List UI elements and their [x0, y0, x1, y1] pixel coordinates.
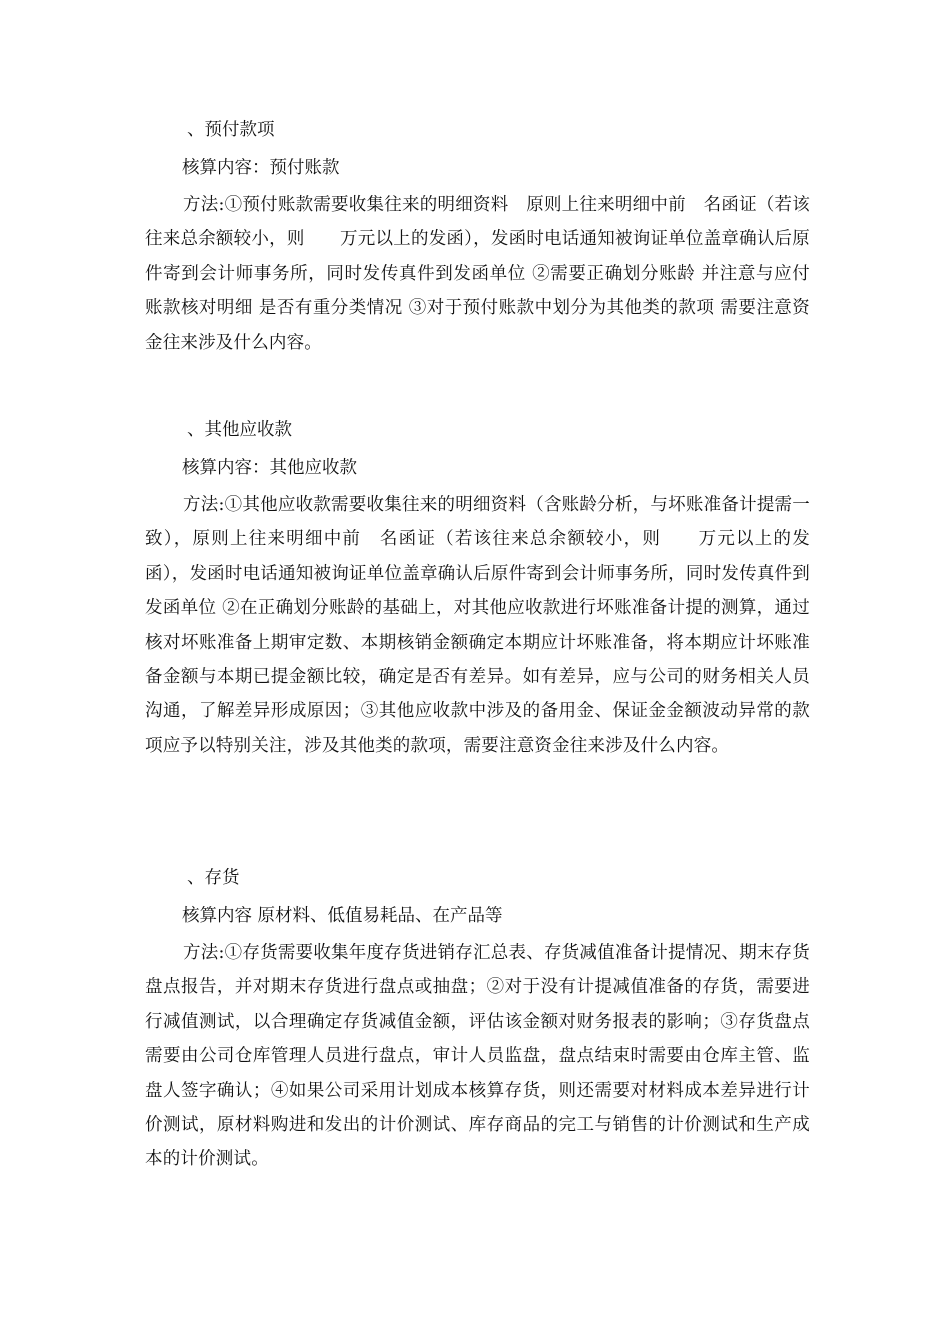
- method-paragraph: 方法:①预付账款需要收集往来的明细资料 原则上往来明细中前 名函证（若该往来总余额较小，则 万元以上的发函），发函时电话通知被询证单位盖章确认后原件寄到会计师事务所，同时发传真件到发函单位 ②需要正确划分账龄 并注意与应付账款核对明细 是否有重分类情况 ③对于预付账款中划分为其他类的款项 需要注意资金往来涉及什么内容。: [145, 195, 810, 353]
- section-heading: 、存货: [187, 868, 240, 888]
- accounting-subject: 核算内容：预付账款: [182, 158, 340, 178]
- method-paragraph: 方法:①存货需要收集年度存货进销存汇总表、存货减值准备计提情况、期末存货盘点报告，并对期末存货进行盘点或抽盘；②对于没有计提减值准备的存货，需要进行减值测试，以合理确定存货减值金额，评估该金额对财务报表的影响；③存货盘点需要由公司仓库管理人员进行盘点，审计人员监盘，盘点结束时需要由仓库主管、监盘人签字确认；④如果公司采用计划成本核算存货，则还需要对材料成本差异进行计价测试，原材料购进和发出的计价测试、库存商品的完工与销售的计价测试和生产成本的计价测试。: [145, 943, 810, 1170]
- method-paragraph: 方法:①其他应收款需要收集往来的明细资料（含账龄分析，与坏账准备计提需一致），原则上往来明细中前 名函证（若该往来总余额较小，则 万元以上的发函），发函时电话通知被询证单位盖章确认后原件寄到会计师事务所，同时发传真件到发函单位 ②在正确划分账龄的基础上，对其他应收款进行坏账准备计提的测算，通过核对坏账准备上期审定数、本期核销金额确定本期应计坏账准备，将本期应计坏账准备金额与本期已提金额比较，确定是否有差异。如有差异，应与公司的财务相关人员沟通，了解差异形成原因；③其他应收款中涉及的备用金、保证金金额波动异常的款项应予以特别关注，涉及其他类的款项，需要注意资金往来涉及什么内容。: [145, 495, 810, 756]
- section-other-receivables: [145, 414, 810, 763]
- section-inventory: [145, 862, 810, 1177]
- accounting-subject: 核算内容 原材料、低值易耗品、在产品等: [182, 906, 503, 926]
- section-heading: 、预付款项: [187, 120, 275, 140]
- section-heading: 、其他应收款: [187, 420, 292, 440]
- section-prepayments: [145, 114, 810, 360]
- accounting-subject: 核算内容：其他应收款: [182, 458, 357, 478]
